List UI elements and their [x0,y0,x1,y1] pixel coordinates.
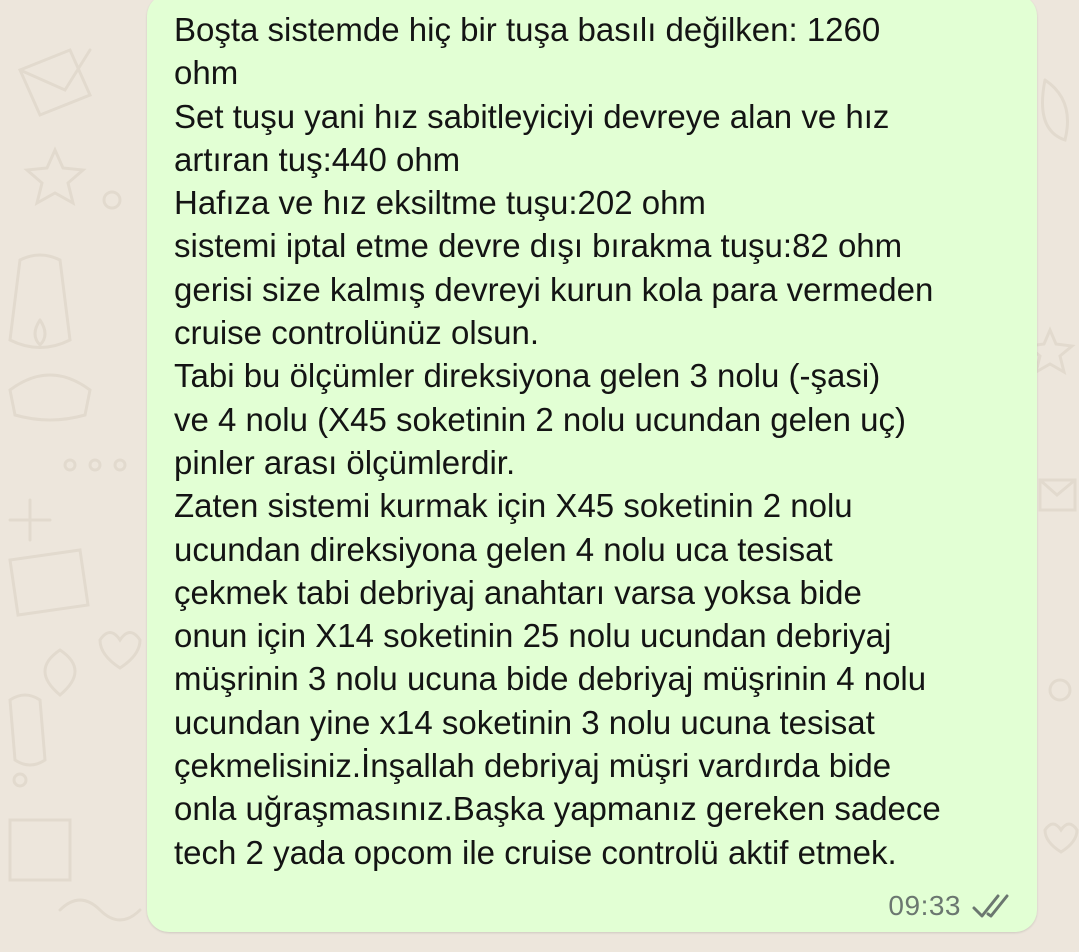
doodle-right-heart-icon [1045,824,1077,852]
message-line: ve 4 nolu (X45 soketinin 2 nolu ucundan gelen uç) [174,400,907,438]
message-line: çekmelisiniz.İnşallah debriyaj müşri vardırda bide [174,747,892,785]
doodle-sparkle-icon [10,500,50,540]
message-line: cruise controlünüz olsun. [174,314,540,352]
message-line: ohm [174,54,239,92]
doodle-drop-icon [35,320,45,345]
doodle-right-envelope-icon [1040,480,1075,510]
message-line: artıran tuş:440 ohm [174,140,461,178]
message-time: 09:33 [888,890,961,921]
message-line: pinler arası ölçümlerdir. [174,443,516,481]
message-line: Tabi bu ölçümler direksiyona gelen 3 nolu (-şasi) [174,357,881,395]
message-line: çekmek tabi debriyaj anahtarı varsa yoksa bide [174,573,862,611]
doodle-right-leaf-icon [1043,80,1068,140]
message-meta [888,890,1015,922]
doodle-lamp-icon [45,650,75,695]
doodle-heart-icon [100,633,140,669]
doodle-bread-icon [10,375,90,420]
doodle-circle-icon [104,192,120,208]
doodle-wave-icon [60,900,140,920]
message-bubble[interactable] [147,0,1037,932]
doodle-envelope-icon [20,50,90,115]
doodle-star-icon [27,150,83,203]
double-check-icon [971,892,1015,920]
message-line: ucundan direksiyona gelen 4 nolu uca tesisat [174,530,833,568]
message-line: Boşta sistemde hiç bir tuşa basılı değilken: 1260 [174,11,881,48]
message-line: onun için X14 soketinin 25 nolu ucundan debriyaj [174,617,892,655]
message-line: tech 2 yada opcom ile cruise controlü aktif etmek. [174,833,897,871]
doodle-phone-icon [10,695,45,765]
doodle-right-circle-icon [1050,680,1070,700]
message-line: sistemi iptal etme devre dışı bırakma tuşu:82 ohm [174,227,903,265]
message-line: müşrinin 3 nolu ucuna bide debriyaj müşrinin 4 nolu [174,660,927,698]
message-text [174,8,1024,874]
message-line: Hafıza ve hız eksiltme tuşu:202 ohm [174,184,706,222]
message-line: ucundan yine x14 soketinin 3 nolu ucuna tesisat [174,703,875,741]
message-line: gerisi size kalmış devreyi kurun kola para vermeden [174,270,934,308]
doodle-card-icon [10,550,88,615]
message-line: Set tuşu yani hız sabitleyiciyi devreye alan ve hız [174,97,890,135]
message-line: onla uğraşmasınız.Başka yapmanız gereken sadece [174,790,941,828]
message-line: Zaten sistemi kurmak için X45 soketinin 2 nolu [174,487,853,525]
doodle-box-icon [10,820,70,880]
doodle-bottle-icon [10,255,70,348]
